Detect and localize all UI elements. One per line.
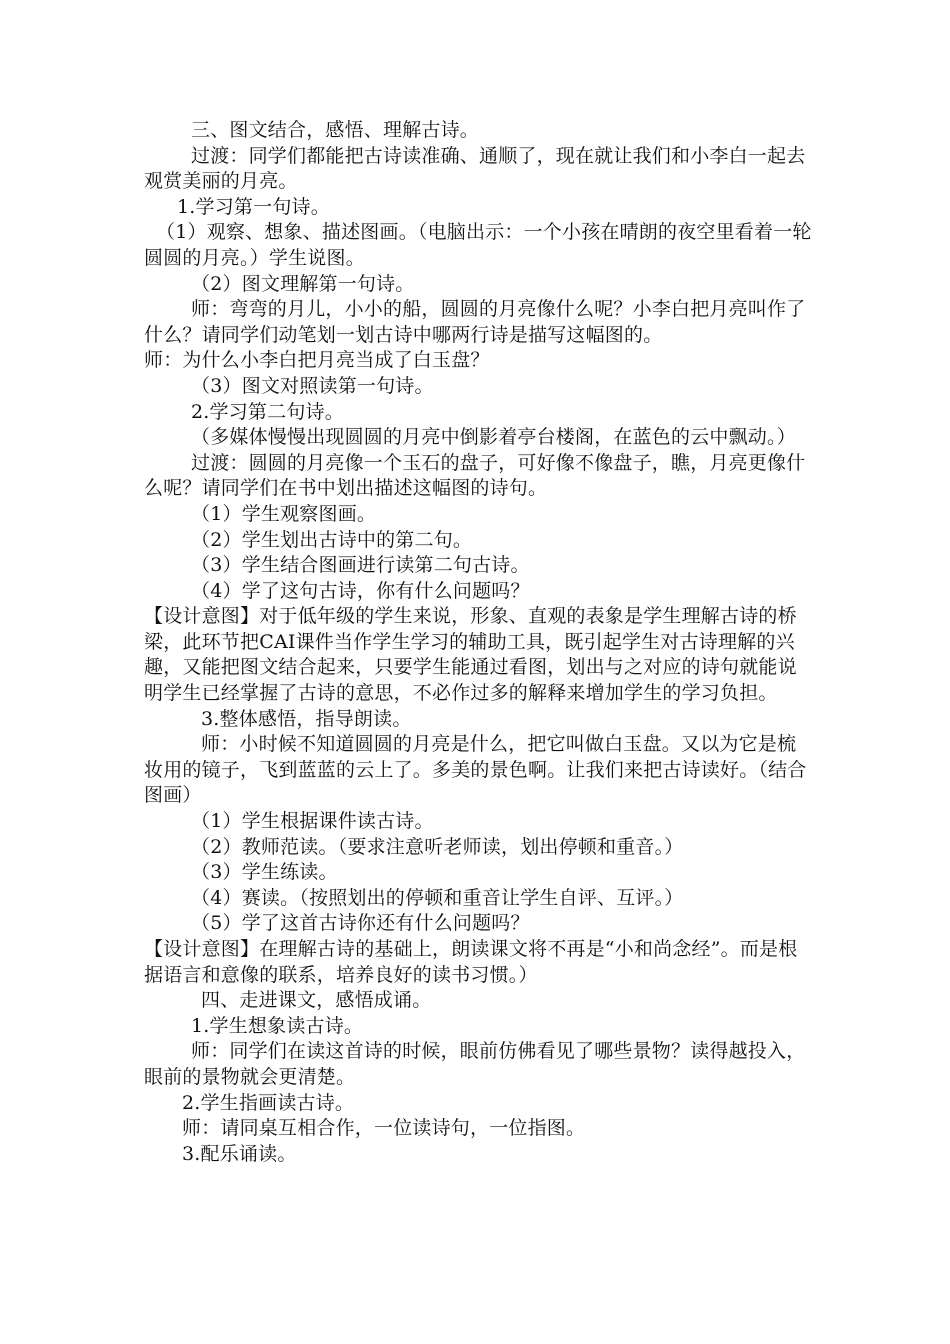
paragraph: （1）学生观察图画。: [191, 502, 377, 525]
step-heading: 2.学习第二句诗。: [191, 400, 344, 423]
paragraph: （3）学生练读。: [191, 861, 338, 884]
paragraph: （1）观察、想象、描述图画。（电脑出示：一个小孩在晴朗的夜空里看着一轮圆圆的月亮。）学生说图。: [144, 221, 812, 269]
paragraph: 师：请同桌互相合作，一位读诗句，一位指图。: [182, 1117, 586, 1140]
paragraph: （4）赛读。（按照划出的停顿和重音让学生自评、互评。）: [191, 886, 684, 909]
paragraph: 师：同学们在读这首诗的时候，眼前仿佛看见了哪些景物？读得越投入，眼前的景物就会更清楚。: [144, 1040, 806, 1088]
design-intent-paragraph: 【设计意图】在理解古诗的基础上，朗读课文将不再是“小和尚念经”。而是根据语言和意像的联系，培养良好的读书习惯。）: [144, 938, 798, 986]
step-heading: 1.学生想象读古诗。: [191, 1014, 364, 1037]
paragraph: 过渡：同学们都能把古诗读准确、通顺了，现在就让我们和小李白一起去观赏美丽的月亮。: [144, 144, 806, 193]
document-body: [144, 118, 814, 1167]
section-heading-4: 四、走进课文，感悟成诵。: [201, 989, 432, 1012]
step-heading: 3.整体感悟，指导朗读。: [201, 707, 412, 730]
paragraph: （2）学生划出古诗中的第二句。: [191, 528, 473, 551]
paragraph: 师：弯弯的月儿，小小的船，圆圆的月亮像什么呢？小李白把月亮叫作了什么？请同学们动笔划一划古诗中哪两行诗是描写这幅图的。: [144, 298, 806, 346]
paragraph: （2）图文理解第一句诗。: [191, 272, 415, 295]
paragraph: （3）学生结合图画进行读第二句古诗。: [191, 554, 530, 577]
step-heading: 1.学习第一句诗。: [177, 195, 330, 218]
step-heading: 3.配乐诵读。: [182, 1142, 297, 1165]
paragraph: 师：为什么小李白把月亮当成了白玉盘？: [144, 349, 490, 372]
paragraph: （3）图文对照读第一句诗。: [191, 374, 434, 397]
design-intent-paragraph: 【设计意图】对于低年级的学生来说，形象、直观的表象是学生理解古诗的桥梁，此环节把CAI课件当作学生学习的辅助工具，既引起学生对古诗理解的兴趣，又能把图文结合起来，只要学生能通过看图，划出与之对应的诗句就能说明学生已经掌握了古诗的意思，不必作过多的解释来增加学生的学习负担。: [144, 605, 797, 705]
paragraph: （4）学了这句古诗，你有什么问题吗？: [191, 579, 530, 602]
paragraph: （5）学了这首古诗你还有什么问题吗？: [191, 912, 530, 935]
paragraph: （2）教师范读。（要求注意听老师读，划出停顿和重音。）: [191, 835, 684, 858]
paragraph: 师：小时候不知道圆圆的月亮是什么，把它叫做白玉盘。又以为它是梳妆用的镜子，飞到蓝蓝的云上了。多美的景色啊。让我们来把古诗读好。（结合图画）: [144, 733, 807, 807]
paragraph: 过渡：圆圆的月亮像一个玉石的盘子，可好像不像盘子，瞧，月亮更像什么呢？请同学们在书中划出描述这幅图的诗句。: [144, 451, 806, 500]
paragraph: （多媒体慢慢出现圆圆的月亮中倒影着亭台楼阁，在蓝色的云中飘动。）: [191, 426, 796, 449]
step-heading: 2.学生指画读古诗。: [182, 1091, 355, 1114]
section-heading-3: 三、图文结合，感悟、理解古诗。: [191, 119, 480, 141]
paragraph: （1）学生根据课件读古诗。: [191, 810, 434, 833]
